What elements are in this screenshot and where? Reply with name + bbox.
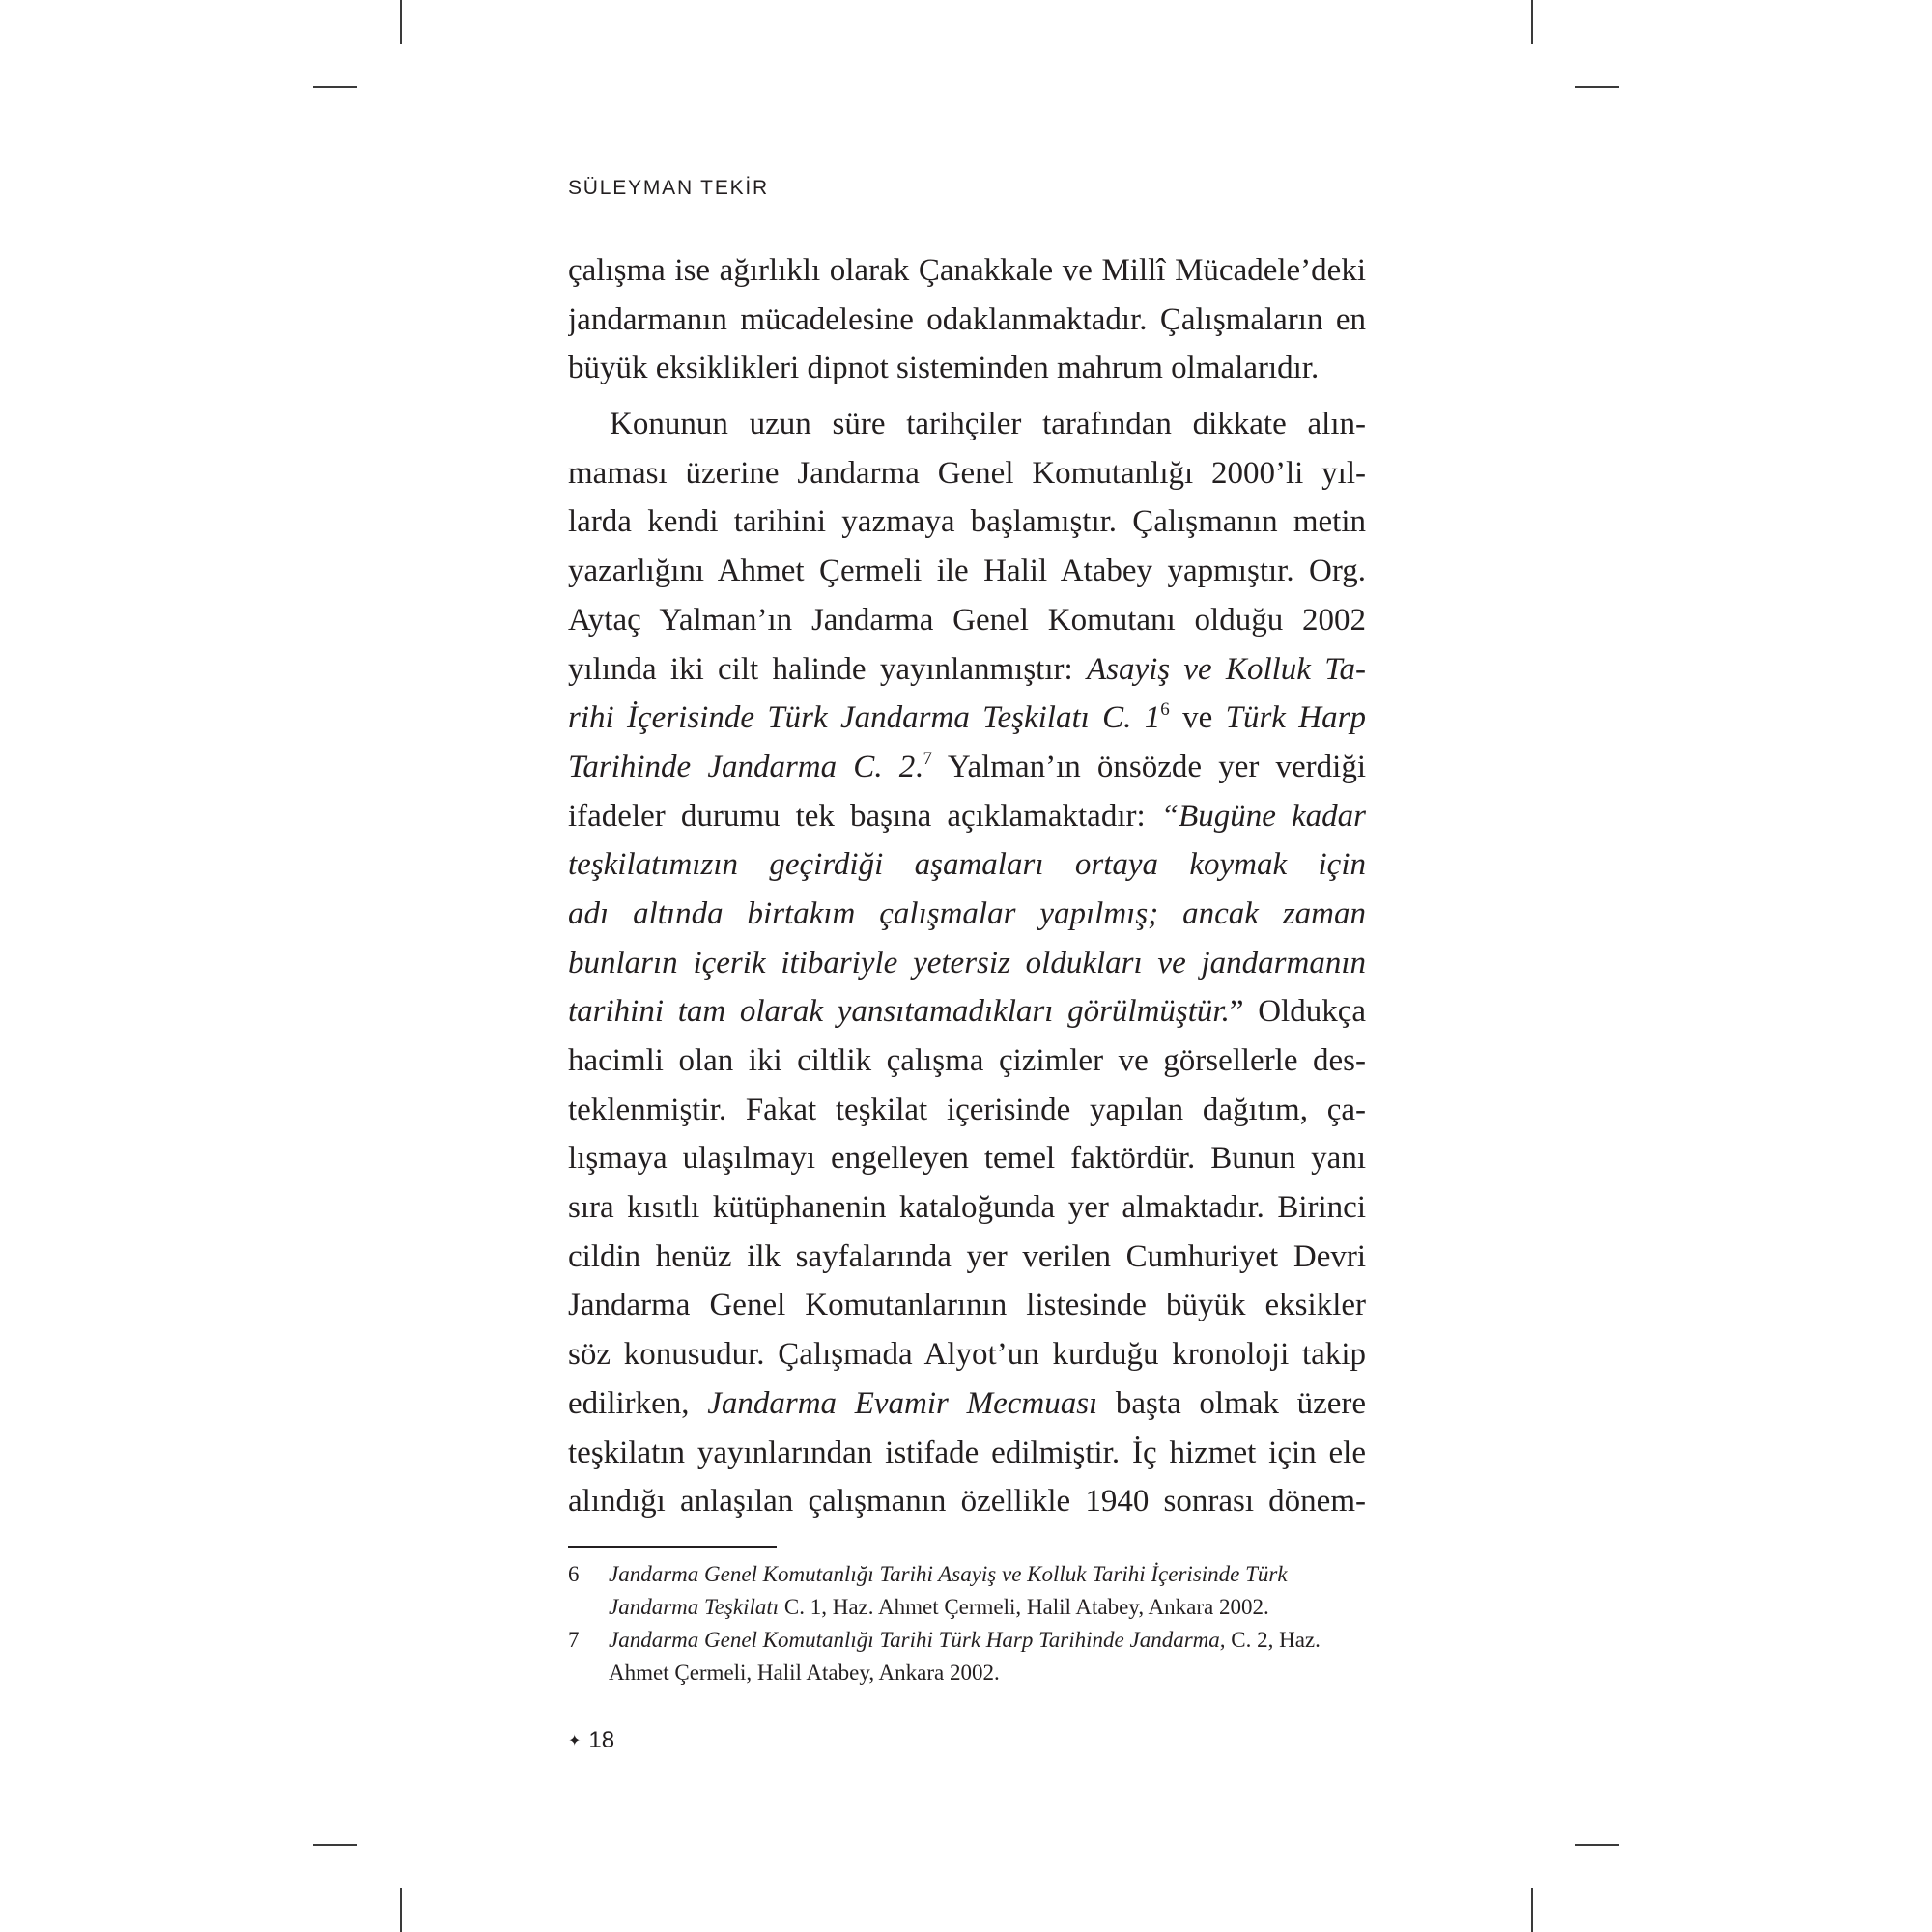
- text-line: söz konusudur. Çalışmada Alyot’un kurduğu kronoloji takip: [568, 1337, 1366, 1373]
- running-head: SÜLEYMAN TEKİR: [568, 177, 770, 199]
- text-line: Konunun uzun süre tarihçiler tarafından dikkate alın-: [610, 407, 1366, 442]
- crop-mark: [1531, 1888, 1533, 1932]
- page-folio: [568, 1727, 614, 1754]
- text-run: edilirken,: [568, 1385, 708, 1421]
- footnote-line: [609, 1624, 1366, 1657]
- citation-details: Ahmet Çermeli, Halil Atabey, Ankara 2002.: [609, 1661, 1000, 1685]
- footnotes: [568, 1558, 1366, 1690]
- text-line: lışmaya ulaşılmayı engelleyen temel faktördür. Bunun yanı: [568, 1141, 1366, 1177]
- paragraph: [568, 400, 1366, 1526]
- quote: adı altında birtakım çalışmalar yapılmış; ancak zaman: [568, 895, 1366, 931]
- page-number: 18: [588, 1727, 615, 1753]
- text-line: cildin henüz ilk sayfalarında yer verilen Cumhuriyet Devri: [568, 1238, 1366, 1274]
- quote: teşkilatımızın geçirdiği aşamaları ortaya koymak için: [568, 847, 1366, 883]
- footnote-number: 6: [568, 1562, 580, 1586]
- body-text: [568, 246, 1366, 1526]
- footnote-line: [609, 1591, 1366, 1624]
- crop-mark: [1531, 0, 1533, 44]
- text-run: başta olmak üzere: [1097, 1385, 1366, 1421]
- text-line: Aytaç Yalman’ın Jandarma Genel Komutanı olduğu 2002: [568, 602, 1366, 638]
- crop-mark: [313, 1844, 357, 1846]
- text-line: [568, 645, 1366, 695]
- footnote: [568, 1558, 1366, 1624]
- text-line: [568, 939, 1366, 988]
- citation-title: Jandarma Genel Komutanlığı Tarihi Türk Harp Tarihinde Jandarma,: [609, 1628, 1226, 1652]
- text-line: [568, 792, 1366, 841]
- text-line: çalışma ise ağırlıklı olarak Çanakkale ve Millî Mücadele’deki: [568, 253, 1366, 288]
- text-line: [568, 743, 1366, 792]
- ornament-icon: ✦: [568, 1733, 582, 1749]
- citation-details: C. 1, Haz. Ahmet Çermeli, Halil Atabey, Ankara 2002.: [779, 1595, 1269, 1619]
- text-line: [568, 890, 1366, 939]
- book-title: rihi İçerisinde Türk Jandarma Teşkilatı C. 1: [568, 700, 1161, 736]
- crop-mark: [1575, 1844, 1619, 1846]
- text-line: [568, 694, 1366, 743]
- journal-title: Jandarma Evamir Mecmuası: [707, 1385, 1098, 1421]
- text-run: .: [915, 749, 923, 784]
- footnote-number: 7: [568, 1628, 580, 1652]
- citation-title: Jandarma Teşkilatı: [609, 1595, 780, 1619]
- text-run: yılında iki cilt halinde yayınlanmıştır:: [568, 651, 1087, 687]
- text-line: [568, 987, 1366, 1037]
- text-line: jandarmanın mücadelesine odaklanmaktadır. Çalışmaların en: [568, 301, 1366, 337]
- text-line: [568, 840, 1366, 890]
- text-line: larda kendi tarihini yazmaya başlamıştır. Çalışmanın metin: [568, 504, 1366, 540]
- text-line: sıra kısıtlı kütüphanenin kataloğunda yer almaktadır. Birinci: [568, 1190, 1366, 1226]
- text-line: hacimli olan iki ciltlik çalışma çizimler ve görsellerle des-: [568, 1043, 1366, 1078]
- crop-mark: [313, 86, 357, 88]
- text-run: ” Oldukça: [1229, 994, 1366, 1030]
- book-title: Türk Harp: [1225, 700, 1366, 736]
- text-line: teklenmiştir. Fakat teşkilat içerisinde yapılan dağıtım, ça-: [568, 1092, 1366, 1127]
- paragraph: [568, 246, 1366, 393]
- text-line: yazarlığını Ahmet Çermeli ile Halil Atabey yapmıştır. Org.: [568, 554, 1366, 589]
- text-run: Yalman’ın önsözde yer verdiği: [931, 749, 1366, 784]
- book-title: Tarihinde Jandarma C. 2: [568, 749, 916, 784]
- crop-mark: [1575, 86, 1619, 88]
- text-line: maması üzerine Jandarma Genel Komutanlığı 2000’li yıl-: [568, 455, 1366, 491]
- text-run: ve: [1169, 700, 1226, 736]
- text-line: Jandarma Genel Komutanlarının listesinde büyük eksikler: [568, 1288, 1366, 1323]
- citation-details: C. 2, Haz.: [1225, 1628, 1321, 1652]
- footnote-divider: [568, 1546, 777, 1548]
- quote: bunların içerik itibariyle yetersiz oldukları ve jandarmanın: [568, 945, 1366, 980]
- crop-mark: [400, 0, 402, 44]
- footnote-line: [609, 1558, 1366, 1591]
- footnote-ref[interactable]: 7: [923, 748, 932, 769]
- footnote-ref[interactable]: 6: [1160, 699, 1170, 721]
- quote: “Bugüne kadar: [1160, 798, 1366, 834]
- citation-title: Jandarma Genel Komutanlığı Tarihi Asayiş ve Kolluk Tarihi İçerisinde Türk: [609, 1562, 1288, 1586]
- text-run: ifadeler durumu tek başına açıklamaktadır:: [568, 798, 1161, 834]
- crop-mark: [400, 1888, 402, 1932]
- text-line: teşkilatın yayınlarından istifade edilmiştir. İç hizmet için ele: [568, 1435, 1366, 1470]
- book-title: Asayiş ve Kolluk Ta-: [1086, 651, 1366, 687]
- quote: tarihini tam olarak yansıtamadıkları görülmüştür.: [568, 994, 1230, 1030]
- text-line: büyük eksiklikleri dipnot sisteminden mahrum olmalarıdır.: [568, 351, 1320, 386]
- text-line: [568, 1379, 1366, 1429]
- footnote: [568, 1624, 1366, 1690]
- text-line: alındığı anlaşılan çalışmanın özellikle 1940 sonrası dönem-: [568, 1484, 1366, 1520]
- footnote-line: [609, 1657, 1366, 1690]
